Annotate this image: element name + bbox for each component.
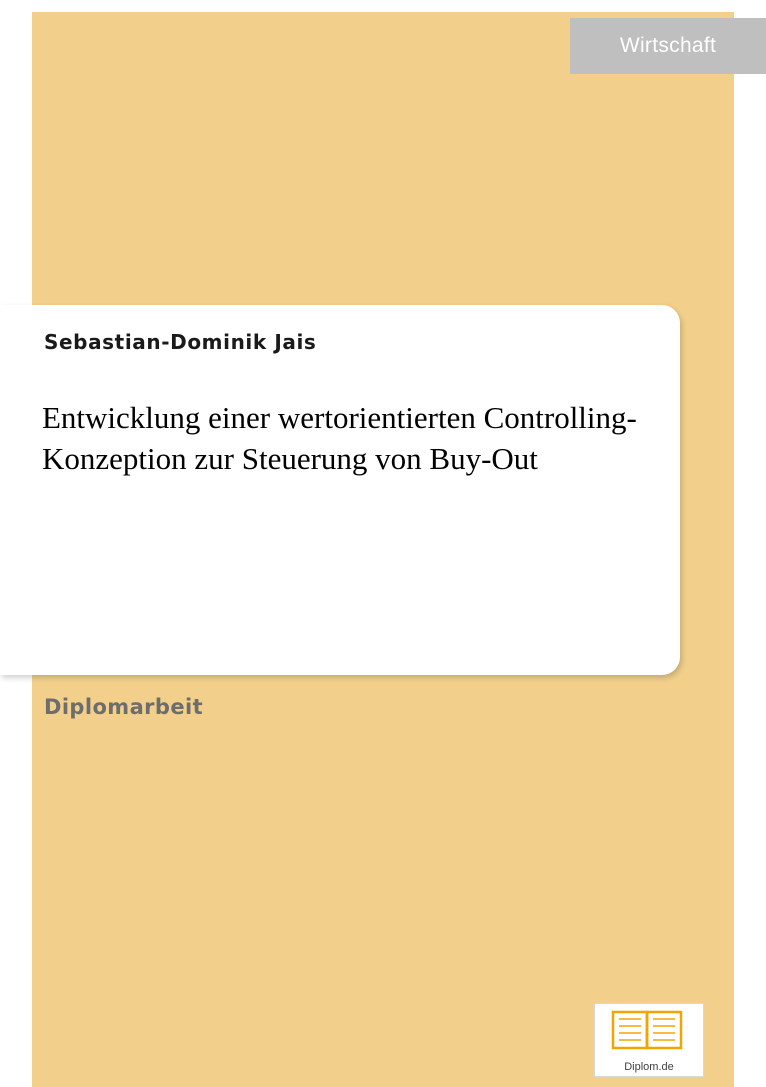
title-card	[0, 305, 680, 675]
book-logo-icon	[595, 1004, 703, 1056]
author-name: Sebastian-Dominik Jais	[44, 330, 317, 354]
page-title: Entwicklung einer wertorientierten Controlling-Konzeption zur Steuerung von Buy-Out	[42, 400, 637, 476]
publisher-name: Diplom.de	[624, 1061, 674, 1073]
category-badge: Wirtschaft	[570, 18, 766, 74]
document-type-label: Diplomarbeit	[44, 695, 204, 719]
publisher-logo	[594, 1003, 704, 1077]
